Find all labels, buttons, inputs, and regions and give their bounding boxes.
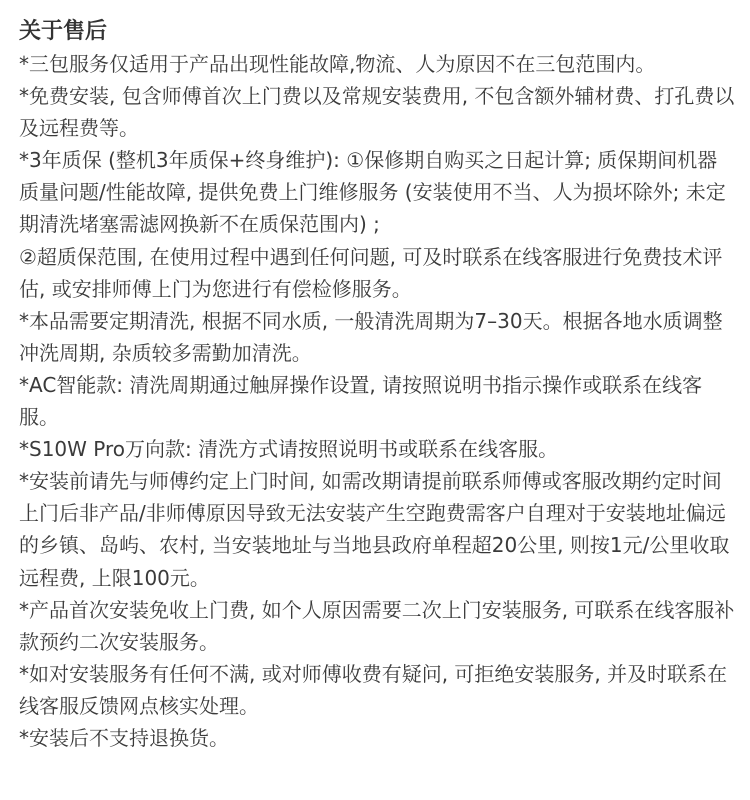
- policy-item-installation-appointment: *安装前请先与师傅约定上门时间, 如需改期请提前联系师傅或客服改期约定时间上门后非产品/非师傅原因导致无法安装产生空跑费需客户自理对于安装地址偏远的乡镇、岛屿、农村, 当安装地址与当地县政府单程超20公里, 则按1元/公里收取远程费, 上限100元。: [19, 469, 730, 590]
- policy-item-second-visit: *产品首次安装免收上门费, 如个人原因需要二次上门安装服务, 可联系在线客服补款预约二次安装服务。: [19, 597, 735, 654]
- policy-item-three-year-warranty: *3年质保 (整机3年质保+终身维护): ①保修期自购买之日起计算; 质保期间机器质量问题/性能故障, 提供免费上门维修服务 (安装使用不当、人为损坏除外; 未定期清洗堵塞需滤网换新不在质保范围内) ;: [19, 148, 726, 237]
- policy-item-s10w-pro-model: *S10W Pro万向款: 清洗方式请按照说明书或联系在线客服。: [19, 437, 559, 462]
- section-title: 关于售后: [19, 19, 108, 44]
- policy-item-warranty-scope: *三包服务仅适用于产品出现性能故障,物流、人为原因不在三包范围内。: [19, 52, 656, 76]
- policy-item-no-returns: *安装后不支持退换货。: [19, 725, 229, 750]
- policy-item-ac-smart-model: *AC智能款: 清洗周期通过触屏操作设置, 请按照说明书指示操作或联系在线客服。: [19, 372, 703, 430]
- policy-list: [19, 48, 736, 754]
- policy-item-beyond-warranty: ②超质保范围, 在使用过程中遇到任何问题, 可及时联系在线客服进行免费技术评估, 或安排师傅上门为您进行有偿检修服务。: [19, 244, 723, 301]
- policy-item-free-installation: *免费安装, 包含师傅首次上门费以及常规安装费用, 不包含额外辅材费、打孔费以及远程费等。: [19, 84, 735, 141]
- policy-item-complaints: *如对安装服务有任何不满, 或对师傅收费有疑问, 可拒绝安装服务, 并及时联系在线客服反馈网点核实处理。: [19, 661, 728, 718]
- policy-item-regular-cleaning: *本品需要定期清洗, 根据不同水质, 一般清洗周期为7–30天。根据各地水质调整冲洗周期, 杂质较多需勤加清洗。: [19, 308, 723, 365]
